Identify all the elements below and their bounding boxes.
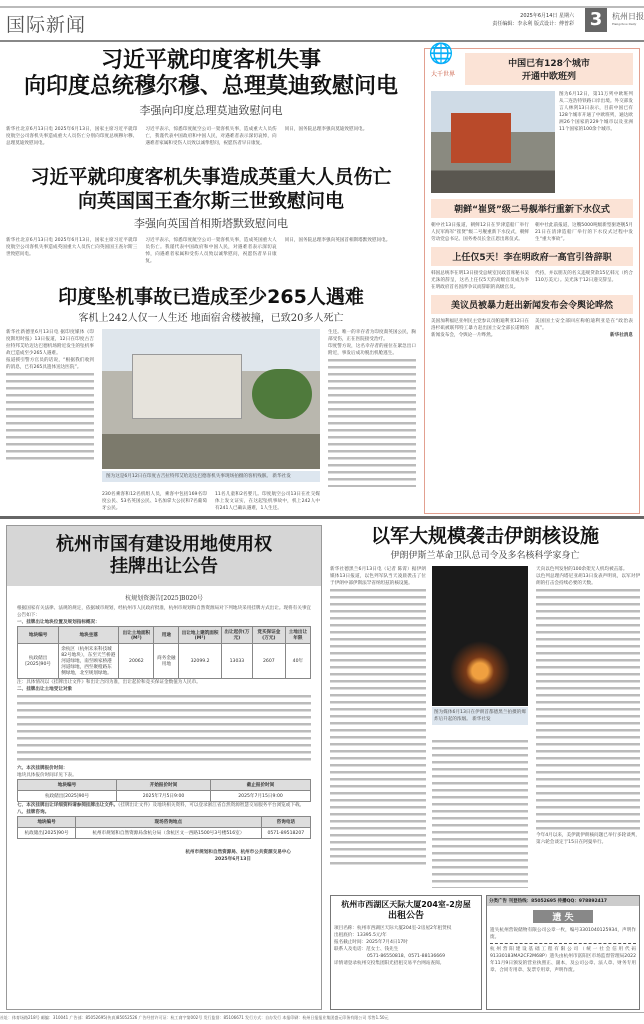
phone: 0571-86550818、0571-88136669 — [366, 954, 446, 959]
paragraph: 新华社北京6月13日电 2025年6月13日，国家主席习近平就印度航空公司客机失事造成英国重大人员伤亡向英国国王查尔斯三世致慰问电。 — [6, 238, 138, 257]
table-row: 杭政储出[2025]90号 2025年7月5日9:00 2025年7月15日9:00 — [18, 791, 311, 802]
sidebar-headline: 中国已有128个城市 开通中欧班列 — [465, 53, 633, 85]
section-heading: 八、挂牌咨询。 — [17, 810, 50, 815]
section-heading: 二、挂牌出让土地受让对象 — [17, 687, 73, 692]
paragraph: 《挂牌出让文件》及地块相关资料，可以登录浙江省自然资源智慧交易服务平台浏览或下载。 — [118, 803, 305, 808]
subheadline: 伊朗伊斯兰革命卫队总司令及多名核科学家身亡 — [390, 551, 580, 561]
col-right — [328, 329, 416, 487]
text-block — [536, 587, 640, 832]
section-title: 国际新闻 — [6, 14, 87, 36]
col-left — [6, 329, 94, 461]
paragraph: 报道援引警方官员的话说，“根据我们收到的消息，已有265具遗体送达医院”。 — [6, 358, 94, 370]
paragraph: 230名乘客和12名机组人员，乘客中包括169名印度公民、53名英国公民、1名加拿大公民和7名葡萄牙公民。 — [102, 492, 207, 511]
lost-notice: 杭州营阳建设基础工程有限公司（统一社会信用代码91330183MA2CF2M68P）遗失由杭州市富阳区市场监督管理局2022年11月9日颁发的营业执照正、副本，及公司公章、法人章、财务专用章、合同专用章、发票专用章，声明作废。 — [490, 947, 636, 973]
ads-bar: 分类广告 刊登热线：85052695 传播QQ：978892417 — [487, 896, 639, 906]
sidebar-world — [424, 41, 640, 514]
table-row: 杭政储出[2025]90号 杭州市规划和自然资源局余杭分局（余杭区文一西路1500号3号楼516室） 0571-89518207 — [18, 828, 311, 839]
issue-date: 2025年6月14日 星期六 — [520, 13, 574, 19]
footer: 社址：体育场路218号 邮编：310041 广告部：85052695(传真)85052526 广告经营许可证：杭工商字第002号 发行监督：85106671 发行方式：自办发行 本报印刷：杭州日报报业集团盛元印务有限公司 零售1.50元 — [0, 1012, 644, 1021]
paragraph: 同日，国务院总理李强向莫迪致慰问电。 — [284, 127, 368, 132]
paragraph: 朝中社13日报道，朝鲜12日在罗津造船厂举行人民军海军“崔贤”级二号舰重新下水仪式，朝鲜劳动党总书记、国务委员长金正恩出席仪式。 — [431, 223, 529, 242]
col-left — [330, 566, 426, 867]
paragraph: 新华社德黑兰6月13日电（记者 陈霄）据伊朗媒体13日报道，以色列军队当天凌晨袭击了位于伊朗中部伊斯法罕省纳坦兹的核设施。 — [330, 567, 426, 586]
text-block — [17, 693, 311, 765]
note: 注：具体情况以《挂牌出让文件》和出让合同为准，出让起价和竞买保证金数值为人民币。 — [17, 680, 201, 685]
paragraph: 美国加利福尼亚州民主党参议员帕迪利亚12日在洛杉矶被联邦特工暴力赶出国土安全部长诺姆的新闻发布会，令舆论一片哗然。 — [431, 319, 529, 338]
section-heading: 一、挂牌出让地块位置及规划指标概况： — [17, 620, 100, 625]
paragraph: 图为6月12日，第11万列中欧班列从二连浩特铁路口岸出境。外交部发言人林剑13日表示，目前中国已有128个城市开通了中欧班列，通达欧洲26个国家的229个城市以及亚洲11个国家的100余个城市。 — [559, 92, 633, 132]
paragraph: 新华社新德里6月13日电 据印度媒体《印度斯坦时报》13日报道，12日在印度古吉拉特邦艾哈迈达巴德机场附近发生的坠机事故已造成至少265人遇难。 — [6, 330, 94, 356]
contact: 联系人及电话：范女士、钱先生 — [334, 947, 399, 952]
article-xi-india — [6, 48, 416, 147]
notice-date: 2025年6月13日 — [214, 857, 251, 862]
paragraph: 新华社北京6月13日电 2025年6月13日，国家主席习近平就印度航空公司客机失事造成重大人员伤亡分别向印度总统穆尔穆、总理莫迪致慰问电。 — [6, 127, 138, 146]
deadline: 报名截止时间：2025年7月4日17时 — [334, 940, 408, 945]
rental-notice — [330, 895, 482, 1010]
headline-2: 向英国国王查尔斯三世致慰问电 — [77, 190, 344, 212]
paragraph: 地块具体报价时间详见下表。 — [17, 773, 77, 778]
paragraph: 今年4月以来，美伊就伊朗核问题已举行多轮谈判，第六轮会谈定于15日在阿曼举行。 — [536, 833, 640, 845]
text-block — [328, 357, 416, 487]
rental-title: 杭州市西湖区天际大厦204室-2房屋 — [341, 900, 471, 909]
details: 详情请登录杭州交投集团阳光招租交易平台网站查阅。 — [334, 961, 445, 966]
paragraph: 生还。唯一的幸存者为印度裔英国公民，胸部受伤，正在医院接受治疗。 — [328, 330, 416, 342]
text-block — [432, 738, 528, 888]
editors: 责任编辑：李永利 版式设计：傅普彩 — [492, 21, 574, 27]
paragraph: 习近平表示，惊悉印度航空公司一架客机失事，造成英国重大人员伤亡。我谨代表中国政府和中国人民，对遇难者表示深切哀悼，向遇难者家属和受伤人员致以诚挚慰问，祝愿伤者早日康复。 — [145, 238, 277, 264]
rental-title-2: 出租公告 — [387, 911, 424, 921]
subheadline: 客机上242人仅一人生还 地面宿舍楼被撞，已致20多人死亡 — [78, 313, 344, 324]
land-auction-notice — [6, 525, 322, 1010]
text-block — [330, 587, 426, 867]
article-xi-uk — [6, 165, 416, 265]
globe-hands-icon: 🌐 — [428, 41, 454, 65]
notice-header — [7, 526, 321, 586]
top-rule — [0, 6, 644, 8]
paragraph: 11名儿童和2名婴儿。印度航空公司13日在社交媒体上发文证实，在这起坠机事故中，机上242人中有241人已确认遇难，1人生还。 — [215, 492, 320, 511]
explosion-photo — [432, 566, 528, 706]
paper-logo: 杭州日报 Hangzhou Daily — [612, 12, 644, 26]
article-israel-iran — [330, 525, 640, 896]
parcel-table: 地块编号 地块坐落 出让土地面积(M²) 用途 出让地上建筑面积(M²) 出让起价(万元) 竞买保证金(万元) 土地出让年限 杭政储出[2025]90号 余杭区（杭州未来科技城82号地块），东至天竺桥港河道绿地，南至顾家桥港河道绿地，西至聚橙路东侧绿地，北至规划绿地。 20062 商务金融用地 32099.2 13033 2607 40年 — [17, 626, 311, 679]
issue-meta — [492, 12, 574, 28]
paragraph: 印度警方说，这名幸存者的座位在紧急出口附近，事发后成功脱出机舱逃生。 — [328, 344, 416, 356]
notice-title: 杭州市国有建设用地使用权 — [56, 534, 272, 555]
crash-photo — [102, 329, 320, 469]
headline: 以军大规模袭击伊朗核设施 — [370, 525, 599, 547]
section-heading: 六、本次挂牌报价时间： — [17, 766, 68, 771]
paragraph: 习近平表示，惊悉印度航空公司一架客机失事，造成重大人员伤亡，我谨代表中国政府和中国人民，对遇难者表示深切哀悼，向遇难者家属和受伤人员致以诚挚慰问，祝愿伤者早日康复。 — [145, 127, 277, 146]
article-india-crash — [6, 286, 416, 539]
classified-ads — [486, 895, 640, 1010]
paragraph: 以色列总理内塔尼亚胡13日发表声明说，以军对伊朗的打击会持续必要的天数。 — [536, 574, 640, 586]
project-name: 项目名称：杭州市西湖区天际大厦204室-2房屋2年租赁权 — [334, 926, 452, 931]
table-row: 杭政储出[2025]90号 余杭区（杭州未来科技城82号地块），东至天竺桥港河道绿地，南至顾家桥港河道绿地，西至聚橙路东侧绿地，北至规划绿地。 20062 商务金融用地 32099.2 13033 2607 40年 — [18, 644, 311, 679]
text-block — [6, 371, 94, 461]
notice-title-2: 挂牌出让公告 — [110, 556, 218, 577]
building — [132, 354, 242, 419]
paragraph: 同日，国务院总理李强向英国首相斯塔默致慰问电。 — [284, 238, 391, 243]
section-divider — [0, 516, 644, 519]
section-heading: 七、本次挂牌出让详细资料请参阅挂牌出让文件。 — [17, 803, 119, 808]
contact-table: 地块编号 现场咨询地点 咨询电话 杭政储出[2025]90号 杭州市规划和自然资源局余杭分局（余杭区文一西路1500号3号楼516室） 0571-89518207 — [17, 816, 311, 839]
lost-notice: 遗失杭州营锐储物有限公司公章一枚，编号3301040125934，声明作废。 — [490, 928, 636, 940]
col-right — [536, 566, 640, 846]
subheadline: 李强向印度总理莫迪致慰问电 — [139, 104, 283, 117]
headline: 习近平就印度客机失事 — [100, 48, 321, 73]
column-logo: 大千世界 — [430, 71, 455, 78]
lost-title: 遗 失 — [533, 910, 593, 923]
headline-2: 向印度总统穆尔穆、总理莫迪致慰问电 — [23, 74, 398, 99]
sidebar-headline: 朝鲜“崔贤”级二号舰举行重新下水仪式 — [431, 199, 633, 218]
page-number: 3 — [585, 8, 607, 32]
paragraph: 根据国家有关法律、法规的规定，依据城市规划，经杭州市人民政府批准，杭州市规划和自然资源局对下列地块采用挂牌方式出让。现将有关事宜公告如下： — [17, 606, 312, 618]
headline: 印度坠机事故已造成至少265人遇难 — [58, 286, 364, 308]
reserve-price: 出租底价：13395.5元/年 — [334, 933, 387, 938]
notice-number: 杭规划资源告[2025]B020号 — [125, 595, 203, 602]
sidebar-headline: 美议员被暴力赶出新闻发布会令舆论哗然 — [431, 295, 633, 314]
paragraph: 美国国土安全部回应称帕迪利亚是在“政治表演”。 — [535, 319, 633, 331]
trees — [252, 369, 312, 419]
paragraph: 韩国总统李在明13日接受总统室民政首席秘书吴光洙的辞呈，这名上任仅5天的高级官员成为李在明政府首名因涉争议而辞职的高级官员。 — [431, 271, 529, 290]
header-rule — [0, 40, 644, 42]
paragraph: 朝中社此前报道，这艘5000吨级新型驱逐舰5月21日在清津造船厂举行的下水仪式过程中发生“重大事故”。 — [535, 223, 633, 242]
sidebar-headline: 上任仅5天！李在明政府一高官引咎辞职 — [431, 247, 633, 266]
paragraph: 代持，并以朋友的名义违规贷款15亿韩元（约合110万美元）。吴光洙于12日递交辞呈。 — [535, 271, 633, 283]
photo-caption: 图为媒体6月13日在伊朗首都德黑兰拍摄的爆炸后升起的浓烟。 新华社发 — [432, 707, 528, 725]
paragraph: 天向以色列发射的100余架无人机均被击落。 — [536, 567, 628, 572]
subheadline: 李强向英国首相斯塔默致慰问电 — [134, 217, 288, 230]
headline: 习近平就印度客机失事造成英重大人员伤亡 — [30, 166, 392, 188]
bid-time-table: 地块编号 开始报价时间 截止报价时间 杭政储出[2025]90号 2025年7月5日9:00 2025年7月15日9:00 — [17, 779, 311, 802]
photo-caption: 图为这是6月12日在印度古吉拉特邦艾哈迈达巴德客机失事现场拍摄的客机残骸。 新华社发 — [102, 471, 320, 482]
locomotive — [451, 113, 511, 163]
signer: 杭州市规划和自然资源局、杭州市公共资源交易中心 — [185, 850, 291, 855]
source: 新华社消息 — [610, 333, 633, 338]
train-photo — [431, 91, 555, 193]
